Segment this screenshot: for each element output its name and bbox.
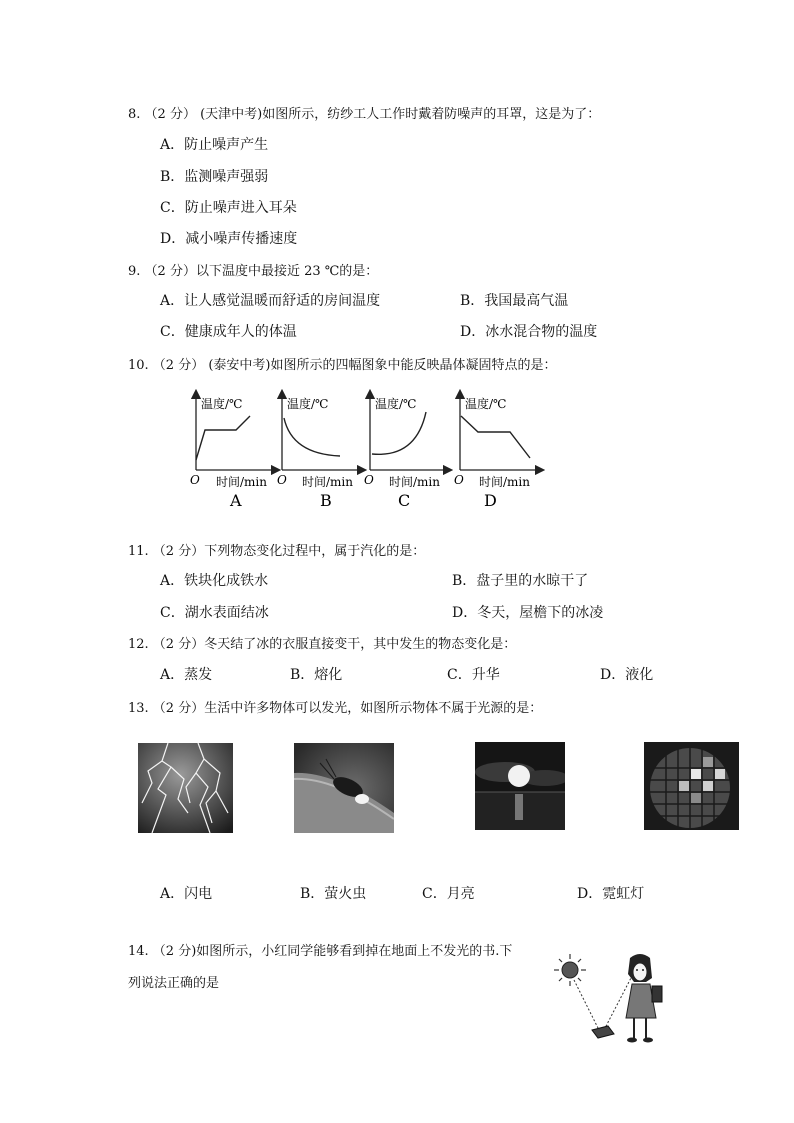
graph-d-letter: D	[484, 491, 497, 510]
q9-option-a: A．让人感觉温暖而舒适的房间温度	[160, 293, 381, 309]
graph-d-xlabel: 时间/min	[479, 475, 530, 489]
q13-option-a: A．闪电	[160, 886, 213, 902]
q9-stem: 9. （2 分）以下温度中最接近 23 ℃的是：	[128, 264, 379, 279]
q12-option-d: D．液化	[600, 667, 654, 683]
q13-stem: 13. （2 分）生活中许多物体可以发光，如图所示物体不属于光源的是：	[128, 701, 543, 716]
q13-option-d: D．霓虹灯	[577, 886, 645, 902]
q13-option-b: B．萤火虫	[300, 886, 367, 902]
graph-a	[190, 394, 276, 510]
graph-d-ylabel: 温度/℃	[465, 397, 507, 411]
q9-option-d: D．冰水混合物的温度	[460, 324, 598, 340]
q11-option-d: D．冬天，屋檐下的冰凌	[452, 605, 604, 621]
q11-option-b: B．盘子里的水晾干了	[452, 573, 589, 589]
sun-girl-book-image	[552, 948, 672, 1046]
graph-a-origin: O	[190, 473, 200, 487]
graph-c	[364, 394, 448, 510]
q8-stem: 8. （2 分） (天津中考)如图所示，纺纱工人工作时戴着防噪声的耳罩，这是为了：	[128, 107, 601, 122]
graph-a-xlabel: 时间/min	[216, 475, 267, 489]
graph-b-letter: B	[320, 491, 332, 510]
graph-b-xlabel: 时间/min	[302, 475, 353, 489]
q8-option-c: C．防止噪声进入耳朵	[160, 200, 297, 216]
q11-option-c: C．湖水表面结冰	[160, 605, 269, 621]
graph-a-letter: A	[230, 491, 242, 510]
graph-c-xlabel: 时间/min	[389, 475, 440, 489]
graph-b	[277, 394, 362, 510]
q13-option-c: C．月亮	[422, 886, 475, 902]
graph-d-origin: O	[454, 473, 464, 487]
q9-option-c: C．健康成年人的体温	[160, 324, 297, 340]
book-icon	[592, 1026, 614, 1038]
q9-option-b: B．我国最高气温	[460, 293, 569, 309]
girl-figure	[626, 954, 662, 1043]
graph-c-origin: O	[364, 473, 374, 487]
sun-icon	[554, 954, 586, 986]
q12-option-c: C．升华	[447, 667, 500, 683]
graph-c-letter: C	[398, 491, 411, 510]
graph-c-ylabel: 温度/℃	[375, 397, 417, 411]
graph-d	[454, 394, 540, 510]
graph-a-ylabel: 温度/℃	[201, 397, 243, 411]
moon-image	[475, 742, 565, 830]
lightning-image	[138, 743, 233, 833]
q12-option-a: A．蒸发	[160, 667, 213, 683]
q11-stem: 11. （2 分）下列物态变化过程中，属于汽化的是：	[128, 544, 426, 559]
q8-option-a: A．防止噪声产生	[160, 137, 269, 153]
q12-option-b: B．熔化	[290, 667, 343, 683]
q10-stem: 10. （2 分） (泰安中考)如图所示的四幅图象中能反映晶体凝固特点的是：	[128, 358, 557, 373]
q8-option-d: D．减小噪声传播速度	[160, 231, 298, 247]
q14-stem-line2: 列说法正确的是	[128, 976, 220, 991]
firefly-image	[294, 743, 394, 833]
q11-option-a: A．铁块化成铁水	[160, 573, 269, 589]
q10-graphs	[180, 388, 550, 513]
disco-ball-image	[644, 742, 739, 830]
graph-b-origin: O	[277, 473, 287, 487]
q14-stem-line1: 14. （2 分)如图所示，小红同学能够看到掉在地面上不发光的书.下	[128, 944, 513, 959]
graph-b-ylabel: 温度/℃	[287, 397, 329, 411]
q8-option-b: B．监测噪声强弱	[160, 169, 269, 185]
q12-stem: 12. （2 分）冬天结了冰的衣服直接变干，其中发生的物态变化是：	[128, 637, 517, 652]
